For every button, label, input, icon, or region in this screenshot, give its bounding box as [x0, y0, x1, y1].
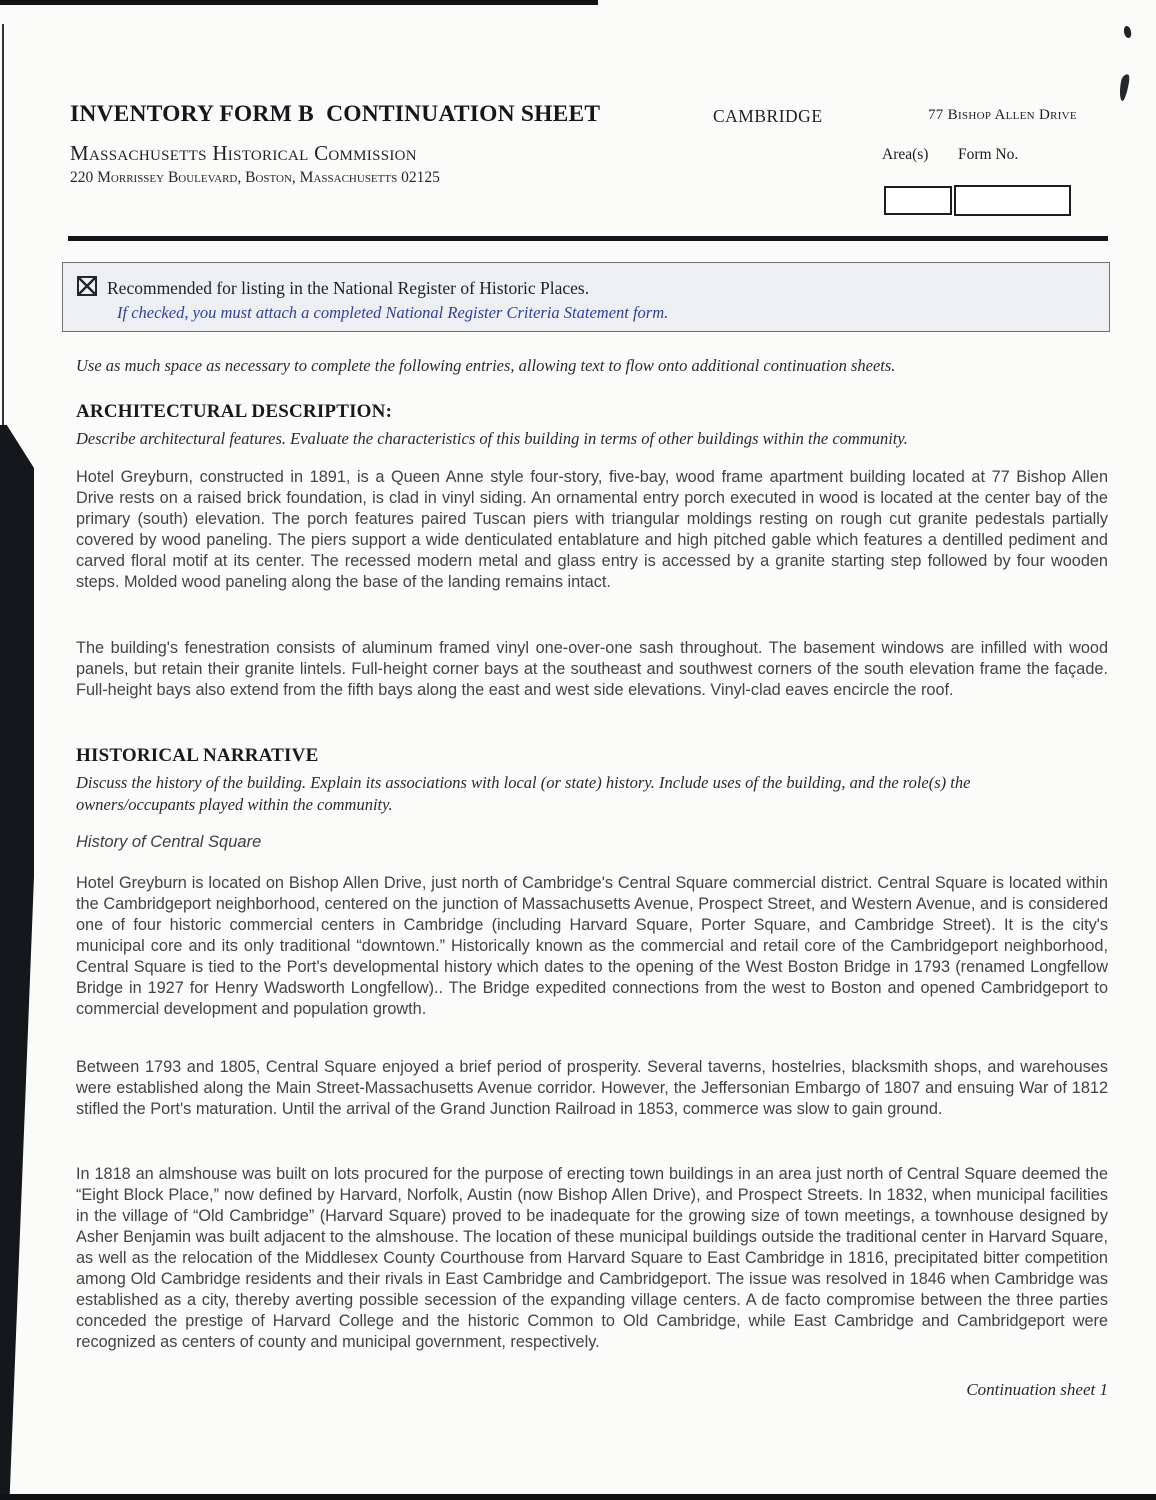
continuation-sheet-number: Continuation sheet 1 — [966, 1380, 1108, 1399]
recommendation-box — [62, 262, 1110, 332]
recommendation-line — [77, 276, 589, 299]
instructions-text: Use as much space as necessary to complete the following entries, allowing text to flow onto additional continuation sheets. — [76, 356, 896, 375]
form-no-label: Form No. — [958, 146, 1019, 163]
agency-address: 220 Morrissey Boulevard, Boston, Massachusetts 02125 — [70, 169, 440, 186]
scan-bottom-edge — [0, 1494, 1156, 1500]
scan-left-edge — [0, 425, 34, 1500]
historical-narrative-subheading: Discuss the history of the building. Explain its associations with local (or state) history. Include uses of the building, and the role(s) the owners/occupants played within the community. — [76, 773, 971, 814]
form-no-input-box[interactable] — [954, 185, 1071, 216]
area-input-box[interactable] — [884, 186, 952, 215]
ink-mark-icon — [1118, 74, 1131, 102]
header-divider — [68, 236, 1108, 241]
architectural-paragraph: Hotel Greyburn, constructed in 1891, is a Queen Anne style four-story, five-bay, wood frame apartment building located at 77 Bishop Allen Drive rests on a raised brick foundation, is clad in vinyl siding. An ornamental entry porch executed in wood is located at the center bay of the primary (south) elevation. The porch features paired Tuscan piers with triangular moldings resting on rough cut granite pedestals partially covered by wood paneling. The piers support a wide denticulated entablature and high pitched gable which features a dentilled pediment and carved floral motif at its center. The recessed modern metal and glass entry is accessed by a granite starting step followed by four wooden steps. Molded wood paneling along the base of the landing remains intact. — [76, 468, 1108, 591]
ink-mark-icon — [1122, 25, 1132, 39]
historical-paragraph: Between 1793 and 1805, Central Square enjoyed a brief period of prosperity. Several taverns, hostelries, blacksmith shops, and warehouses were established along the Main Street-Massachusetts Avenue corridor. However, the Jeffersonian Embargo of 1807 and ensuing War of 1812 stifled the Port's maturation. Until the arrival of the Grand Junction Railroad in 1853, commerce was slow to gain ground. — [76, 1058, 1108, 1118]
property-address: 77 Bishop Allen Drive — [928, 107, 1077, 123]
checked-checkbox-icon[interactable] — [77, 276, 97, 296]
historical-paragraph: Hotel Greyburn is located on Bishop Allen Drive, just north of Cambridge's Central Square commercial district. Central Square is located within the Cambridgeport neighborhood, centered on the junction of Massachusetts Avenue, Prospect Street, and Western Avenue, and is considered one of four historic commercial centers in Cambridge (including Harvard Square, Porter Square, and Cambridge Street). It is the city's municipal core and its only traditional “downtown.” Historically known as the commercial and retail core of the Cambridgeport neighborhood, Central Square is tied to the Port's developmental history which dates to the opening of the West Boston Bridge in 1793 (renamed Longfellow Bridge in 1927 for Henry Wadsworth Longfellow).. The Bridge expedited connections from the west to Boston and opened Cambridgeport to commercial development and population growth. — [76, 874, 1108, 1018]
area-label: Area(s) — [882, 146, 929, 163]
form-title: INVENTORY FORM B CONTINUATION SHEET — [70, 101, 601, 127]
architectural-description-subheading: Describe architectural features. Evaluate the characteristics of this building in terms of other buildings within the community. — [76, 429, 908, 448]
historical-paragraph: In 1818 an almshouse was built on lots procured for the purpose of erecting town buildings in an area just north of Central Square deemed the “Eight Block Place,” now defined by Harvard, Norfolk, Austin (now Bishop Allen Drive), and Prospect Streets. In 1832, when municipal facilities in the village of “Old Cambridge” (Harvard Square) proved to be inadequate for the growing size of town meetings, a townhouse designed by Asher Benjamin was built adjacent to the almshouse. The location of these municipal buildings outside the traditional center in Harvard Square, as well as the relocation of the Middlesex County Courthouse from Harvard Square to East Cambridge in 1816, precipitated bitter competition among Old Cambridge residents and their rivals in East Cambridge and Cambridgeport. The issue was resolved in 1846 when Cambridge was established as a city, thereby averting possible secession of the expanding village centers. A de facto compromise between the three parties conceded the prestige of Harvard College and the historic Common to Old Cambridge, while East Cambridge and Cambridgeport were recognized as centers of county and municipal government, respectively. — [76, 1165, 1108, 1351]
architectural-description-heading: ARCHITECTURAL DESCRIPTION: — [76, 401, 393, 422]
scan-top-edge — [0, 0, 598, 5]
town-name: CAMBRIDGE — [713, 106, 823, 126]
recommendation-label: Recommended for listing in the National Register of Historic Places. — [107, 278, 590, 298]
recommendation-note: If checked, you must attach a completed National Register Criteria Statement form. — [117, 303, 669, 322]
subsection-title: History of Central Square — [76, 833, 262, 851]
architectural-paragraph: The building's fenestration consists of aluminum framed vinyl one-over-one sash throughout. The basement windows are infilled with wood panels, but retain their granite lintels. Full-height corner bays at the southeast and southwest corners of the south elevation frame the façade. Full-height bays also extend from the fifth bays along the east and west side elevations. Vinyl-clad eaves encircle the roof. — [76, 639, 1108, 699]
historical-narrative-heading: HISTORICAL NARRATIVE — [76, 745, 319, 766]
scan-left-edge-line — [2, 24, 4, 432]
agency-name: Massachusetts Historical Commission — [70, 141, 417, 165]
